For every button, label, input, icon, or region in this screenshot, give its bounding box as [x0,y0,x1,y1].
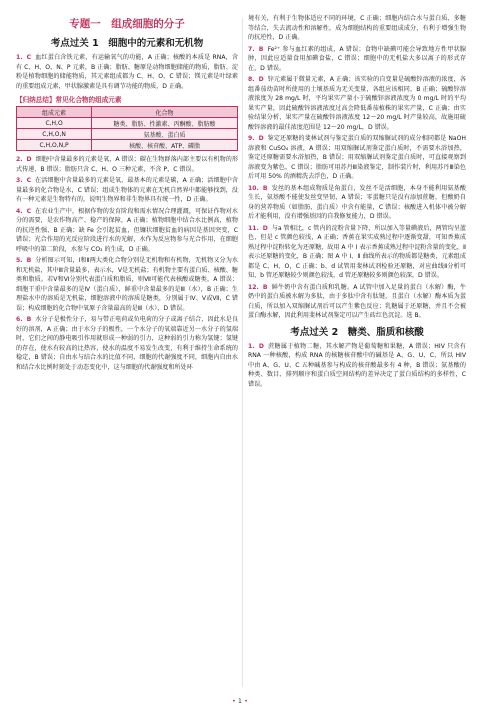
summary-row [17,140,238,151]
item-text: 血红蛋白含铁元素，有运输氧气的功能，A 正确；核酸的本质是 RNA，含有 C、H、O、N、P 元素，B 正确；脂肪、糖原是动物细胞储能的物质，脂肪、淀粉是植物细胞的储能物质，其元素组成都为 C、H、O，C 错误；镁元素是叶绿素的重要组成元素，甲状腺激素是具有调节功能的物质，D 正确。 [16,54,238,90]
item-number: 4. [16,207,23,215]
summary-cell-elements: C,H,O,N [17,129,92,140]
item-number: 8. [248,76,255,83]
summary-cell-elements: C,H,O,N,P [17,140,92,151]
item-text: 鉴定还原糖的斐林试剂与鉴定蛋白质的双缩脲试剂的成分相同都是 NaOH 溶液和 CuSO₄ 溶液，A 错误；用双缩脲试剂鉴定蛋白质时，不需要水浴加热，鉴定还原糖需要水浴加热，B 错误；用双缩脲试剂鉴定蛋白质时，可直接观察到溶液变为紫色，C 错误；脂肪可用苏丹Ⅲ染液鉴定，制作装片时，利用苏丹Ⅲ染色后可用 50% 的酒精洗去浮色，D 正确。 [248,135,466,180]
item-answer: D [258,76,264,83]
item-answer: D [258,135,264,142]
column-divider [242,18,243,687]
left-column [16,14,238,691]
answer-item [16,207,238,255]
item-answer: C [26,177,32,184]
item-number: 3. [16,177,23,184]
page-number: 1 [237,697,243,705]
section-title-2: 考点过关 2 糖类、脂质和核酸 [290,326,424,338]
answer-item [248,342,466,390]
item-number: 1. [248,342,255,350]
answer-item [248,134,466,182]
summary-header-row [17,107,238,118]
item-number: 5. [16,257,23,264]
summary-table [16,106,238,151]
section-title-1: 考点过关 1 细胞中的元素和无机物 [50,38,204,49]
right-items-section1 [248,14,466,321]
left-items-after-summary [16,155,238,372]
topic-title: 专题一 组成细胞的分子 [69,18,185,30]
item-answer: B [262,283,268,291]
item-text: 分析图示可知，Ⅰ和Ⅱ两大类化合物分别是无机物和有机物，无机物又分为水和无机盐，其中Ⅲ含量最多，表示水，Ⅴ是无机盐；有机物主要有蛋白质、核酸、糖类和脂质。若Ⅴ和Ⅵ分别代表蛋白质和脂质，则Ⅶ可能代表核酸或糖类，A 错误；细胞干重中含量最多的是Ⅳ（蛋白质），鲜重中含量最多的是Ⅲ（水），B 正确；生理盐水中的溶质是无机盐，细胞溶液中的溶质是糖类，分别属于Ⅳ、Ⅴ或Ⅶ，C 错误；构成细胞的化合物中氧原子含量最高的是Ⅲ（水），D 错误。 [16,257,238,312]
answer-item [16,315,238,372]
item-text: 境有关，有利于生物体适应不同的环境，C 正确；细胞内结合水与蛋白质、多糖等结合，失去流动性和溶解性，成为细胞结构的重要组成成分，有利于增强生物的抗逆性，D 正确。 [248,15,466,41]
item-text: 蔗糖属于植物二糖，其水解产物是葡萄糖和果糖，A 错误；HIV 只含有 RNA 一种核酸，构成 RNA 的核糖核苷酸中的碱基是 A、G、U、C，所以 HIV 中由 A、G、U、C 五种碱基参与构成的核苷酸最多有 4 种，B 错误；氨基酸的种类、数目、排列顺序和蛋白质空间结构的差异决定了蛋白质结构的多样性，C 错误。 [248,342,466,388]
summary-header-compounds: 化合物 [92,107,238,118]
answer-item [16,53,238,91]
page-footer: • 1 • [232,697,248,705]
item-answer: B [26,316,32,323]
item-text: 发丝的基本组成物质是角蛋白，发丝不是活细胞，本身不能利用氨基酸生长，氨基酸不能使发丝变坚韧，A 错误；零蛋糖只是没有添加蔗糖，但酸奶自身的营养物质（如脂肪、蛋白质）中含有能量，C 错误；核酸进入机体中被分解后才能利用，没有增强基因的自我修复能力，D 错误。 [248,184,466,220]
summary-header-elements: 组成元素 [17,107,92,118]
summary-cell-compounds: 氨基酸、蛋白质 [92,129,238,140]
summary-row [17,129,238,140]
item-text: 水分子是极性分子，易与带正电荷或负电荷的分子或离子结合，因此水是良好的溶剂，A 正确；由于水分子的极性，一个水分子的氧端靠近另一水分子的氢端时，它们之间的静电吸引作用就形成一种弱的引力，这种弱的引力称为氢键；氢键的存在，使水有较高的比热容，使水的温度不易发生改变，有利于维持生命系统的稳定，B 错误；自由水与结合水的比值不同，细胞的代谢强度不同，细胞内自由水和结合水比例时刻处于动态变化中，这与细胞的代谢强度和所处环 [16,316,238,371]
item-number: 7. [248,45,255,53]
item-answer: B [26,257,32,264]
item-number: 12. [248,283,259,291]
item-text: 在活细胞中含量最多的元素是氧，最基本的元素是碳，A 正确；活细胞中含量最多的化合物是水，C 错误；组成生物体的元素在无机自然界中都能够找到，没有一种元素是生物特有的，说明生物界和非生物界具有统一性，D 正确。 [16,177,238,203]
left-items-before-summary [16,53,238,91]
answer-item [16,256,238,313]
right-items-section2 [248,342,466,390]
item-number: 10. [248,184,259,192]
answer-item [248,283,466,321]
item-number: 11. [248,224,259,232]
item-number: 2. [16,156,23,163]
item-answer: C [26,207,32,215]
item-text: 细胞中含量最多的元素是氧，A 错误；碳在生物群落内部主要以有机物的形式传递，B 错误；脂肪只含 C、H、O 三种元素，不含 P，C 错误。 [16,156,238,173]
answer-item [248,75,466,132]
item-answer: D [26,156,32,163]
item-answer: D [258,342,264,350]
summary-cell-compounds: 糖类、脂肪、性激素、丙酮酸、脂肪酸 [92,118,238,129]
item-number: 1. [16,54,23,61]
answer-item [16,155,238,174]
item-number: 6. [16,316,23,323]
summary-title: 【归纳总结】常见化合物的组成元素 [16,96,122,104]
summary-box [16,94,238,151]
item-answer: D [262,224,268,232]
item-text: 鲜牛奶中含有蛋白质和乳糖。A 试管中加入足量的蛋白（水解）酶，牛奶中的蛋白质被水解为多肽，由于多肽中含有肽键，且蛋白（水解）酶本质为蛋白质，所以加入双缩脲试剂后可以产生紫色反应；乳糖属于还原糖，并且不会被蛋白酶水解，因此利用斐林试剂鉴定可以产生砖红色沉淀。选 B。 [248,283,466,319]
summary-cell-compounds: 核酸、核苷酸、ATP、磷脂 [92,140,238,151]
item-number: 9. [248,135,255,142]
answer-item [248,184,466,222]
answer-item [248,45,466,74]
item-text: 与a 管相比，c 管内的淀粉含量下降，所以加入等量碘液后，两管均呈蓝色，但是 c 管颜色较浅，A 正确；香蕉在果实成熟过程中逐渐变甜，可知香蕉成熟过程中淀粉转化为还原糖，故用 A 中 Ⅰ 表示香蕉成熟过程中淀粉含量的变化，Ⅱ表示还原糖的变化，B 正确；图 A 中 Ⅰ、Ⅱ 曲线所表示的物质都是糖类，元素组成都是 C、H、O，C 正确；b、d 试管用斐林试剂检验还原糖，对应曲线Ⅱ分析可知，b 管还原糖较少则颜色较浅，d 管还原糖较多则颜色较深，D 错误。 [248,224,466,279]
answer-item [248,14,466,43]
summary-cell-elements: C,H,O [17,118,92,129]
summary-row [17,118,238,129]
answer-item [16,176,238,205]
right-column [248,14,466,691]
item-text: 在农业生产中，根据作物的发育阶段和需水情况合理灌溉，可保证作物对水分的需要，是农作物高产、稳产的保障，A 正确；植物细胞中结合水比例高，植物的抗逆性强，B 正确；缺 Fe 会引起贫血，但镰状细胞贫血的病因是基因突变，C 错误；光合作用的光反应阶段进行水的光解，水作为反应物参与光合作用，在细胞呼吸中的第二阶段，水参与 CO₂ 的生成，D 正确。 [16,207,238,253]
item-answer: B [258,45,264,53]
item-text: 锌元素属于微量元素，A 正确；该实验的自变量是硫酸锌溶液的浓度，各组番茄幼苗时所使用的土壤基质为无关变量，各组应该相同，B 正确；硫酸锌溶液浓度为 28 mg/L 时，平均果实产量小于硫酸锌溶液浓度为 0 mg/L 时的平均果实产量，因此硫酸锌溶液浓度过高会降低番茄植株的果实产量，C 正确；由实验结果分析，果实产量在硫酸锌溶液浓度 12～20 mg/L 时产量较高，故施用硫酸锌溶液的最佳浓度范围是 12～20 mg/L，D 错误。 [248,76,466,131]
item-answer: C [26,54,32,61]
item-text: Fe²⁺ 参与血红素的组成，A 错误；食物中缺碘可能会导致地方性甲状腺肿，因此应适量食用加碘食盐，C 错误；细胞中的无机盐大多以离子的形式存在，D 错误。 [248,45,466,72]
item-answer: B [262,184,268,192]
answer-item [248,224,466,281]
